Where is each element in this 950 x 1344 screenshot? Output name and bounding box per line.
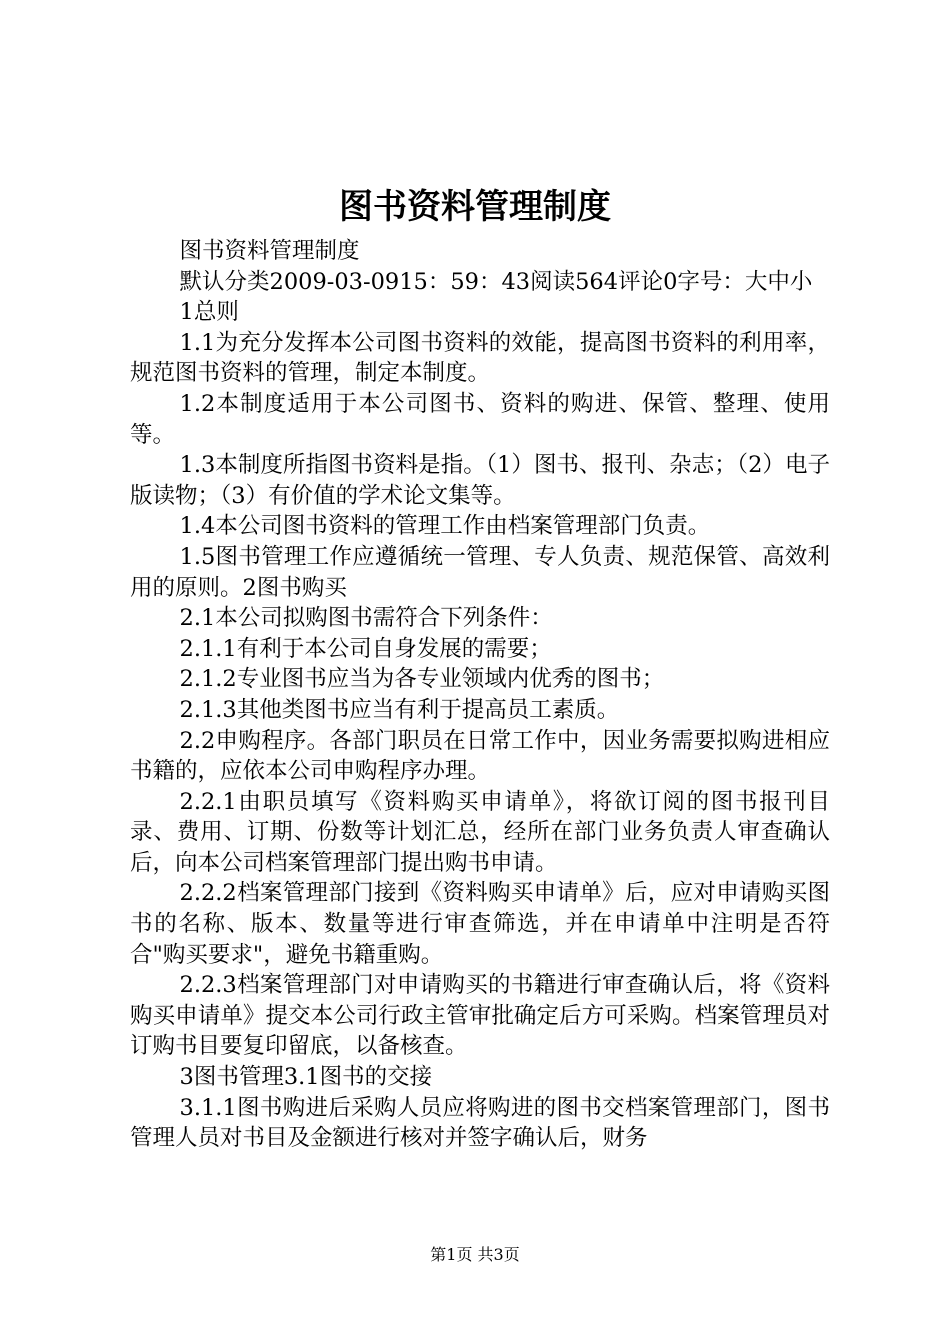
paragraph: 1.5图书管理工作应遵循统一管理、专人负责、规范保管、高效利用的原则。2图书购买 [130, 543, 830, 601]
paragraph: 2.1.2专业图书应当为各专业领域内优秀的图书； [179, 666, 665, 693]
paragraph: 2.1.3其他类图书应当有利于提高员工素质。 [179, 696, 620, 723]
paragraph: 1.4本公司图书资料的管理工作由档案管理部门负责。 [179, 513, 711, 540]
paragraph: 图书资料管理制度 [179, 238, 360, 264]
document-body [130, 236, 830, 1154]
paragraph: 2.2.3档案管理部门对申请购买的书籍进行审查确认后，将《资料购买申请单》提交本公司行政主管审批确定后方可采购。档案管理员对订购书目要复印留底，以备核查。 [130, 972, 830, 1060]
paragraph: 3.1.1图书购进后采购人员应将购进的图书交档案管理部门，图书管理人员对书目及金额进行核对并签字确认后，财务 [130, 1094, 830, 1152]
paragraph: 2.2申购程序。各部门职员在日常工作中，因业务需要拟购进相应书籍的，应依本公司申购程序办理。 [130, 727, 830, 785]
paragraph: 1.2本制度适用于本公司图书、资料的购进、保管、整理、使用等。 [130, 390, 830, 448]
page-footer: 第1页 共3页 [430, 1245, 520, 1264]
paragraph: 1总则 [179, 299, 239, 326]
paragraph: 2.2.2档案管理部门接到《资料购买申请单》后，应对申请购买图书的名称、版本、数量等进行审查筛选，并在申请单中注明是否符合"购买要求"，避免书籍重购。 [130, 880, 830, 968]
paragraph: 1.1为充分发挥本公司图书资料的效能，提高图书资料的利用率，规范图书资料的管理，制定本制度。 [130, 329, 830, 387]
paragraph: 2.1本公司拟购图书需符合下列条件： [179, 605, 553, 632]
paragraph: 2.1.1有利于本公司自身发展的需要； [179, 635, 552, 662]
paragraph: 1.3本制度所指图书资料是指。（1）图书、报刊、杂志；（2）电子版读物；（3）有价值的学术论文集等。 [130, 452, 830, 509]
paragraph: 3图书管理3.1图书的交接 [179, 1064, 433, 1091]
paragraph: 2.2.1由职员填写《资料购买申请单》，将欲订阅的图书报刊目录、费用、订期、份数等计划汇总，经所在部门业务负责人审查确认后，向本公司档案管理部门提出购书申请。 [130, 788, 830, 876]
paragraph: 默认分类2009-03-0915：59：43阅读564评论0字号：大中小 [179, 268, 813, 295]
document-title: 图书资料管理制度 [339, 187, 611, 227]
